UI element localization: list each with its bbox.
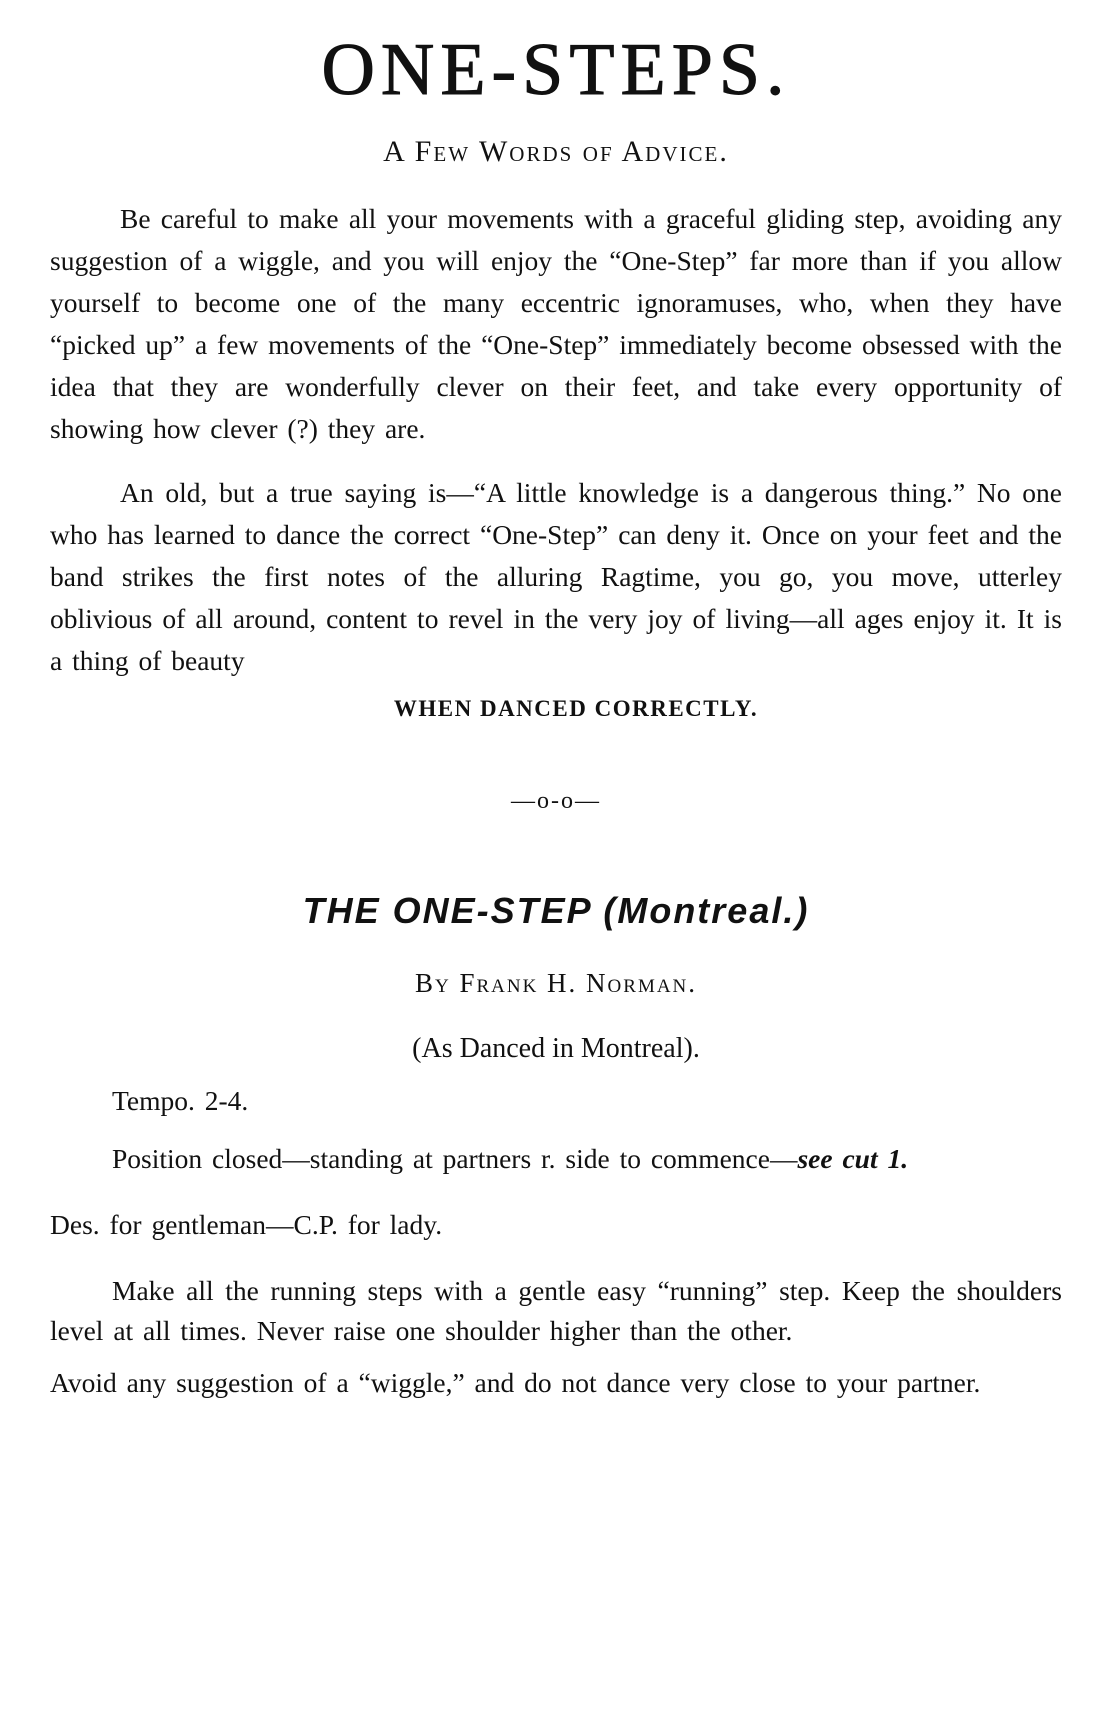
emphasis-line: WHEN DANCED CORRECTLY. xyxy=(393,696,759,721)
position-text: Position closed—standing at partners r. side to commence— xyxy=(112,1143,798,1174)
avoid-paragraph: Avoid any suggestion of a “wiggle,” and do not dance very close to your partner. xyxy=(50,1367,981,1398)
advice-paragraph-1: Be careful to make all your movements with a graceful gliding step, avoiding any suggestion of a wiggle, and you will enjoy the “One-Step” far more than if you allow yourself to become one of the many eccentric ignoramuses, who, when they have “picked up” a few movements of the “One-Step” immediately become obsessed with the idea that they are wonderfully clever on their feet, and take every opportunity of showing how clever (?) they are. xyxy=(50,203,1062,444)
document-page xyxy=(50,30,1062,1403)
section-title: THE ONE-STEP (Montreal.) xyxy=(302,890,810,931)
page-subtitle: A Few Words of Advice. xyxy=(383,135,729,168)
cut-reference: see cut 1. xyxy=(797,1143,909,1174)
position-line xyxy=(50,1139,1062,1179)
section-divider: —o-o— xyxy=(511,788,601,814)
danced-note: (As Danced in Montreal). xyxy=(412,1033,700,1064)
author-line: By Frank H. Norman. xyxy=(414,968,698,998)
advice-paragraph-2: An old, but a true saying is—“A little knowledge is a dangerous thing.” No one who has learned to dance the correct “One-Step” can deny it. Once on your feet and the band strikes the first notes of the alluring Ragtime, you go, you move, utterley oblivious of all around, content to revel in the very joy of living—all ages enjoy it. It is a thing of beauty xyxy=(50,477,1062,676)
running-paragraph: Make all the running steps with a gentle easy “running” step. Keep the shoulders level at all times. Never raise one shoulder higher than the other. xyxy=(50,1275,1062,1346)
tempo-line: Tempo. 2-4. xyxy=(112,1085,249,1116)
page-title: ONE-STEPS. xyxy=(321,29,791,111)
description-line: Des. for gentleman—C.P. for lady. xyxy=(50,1209,443,1240)
